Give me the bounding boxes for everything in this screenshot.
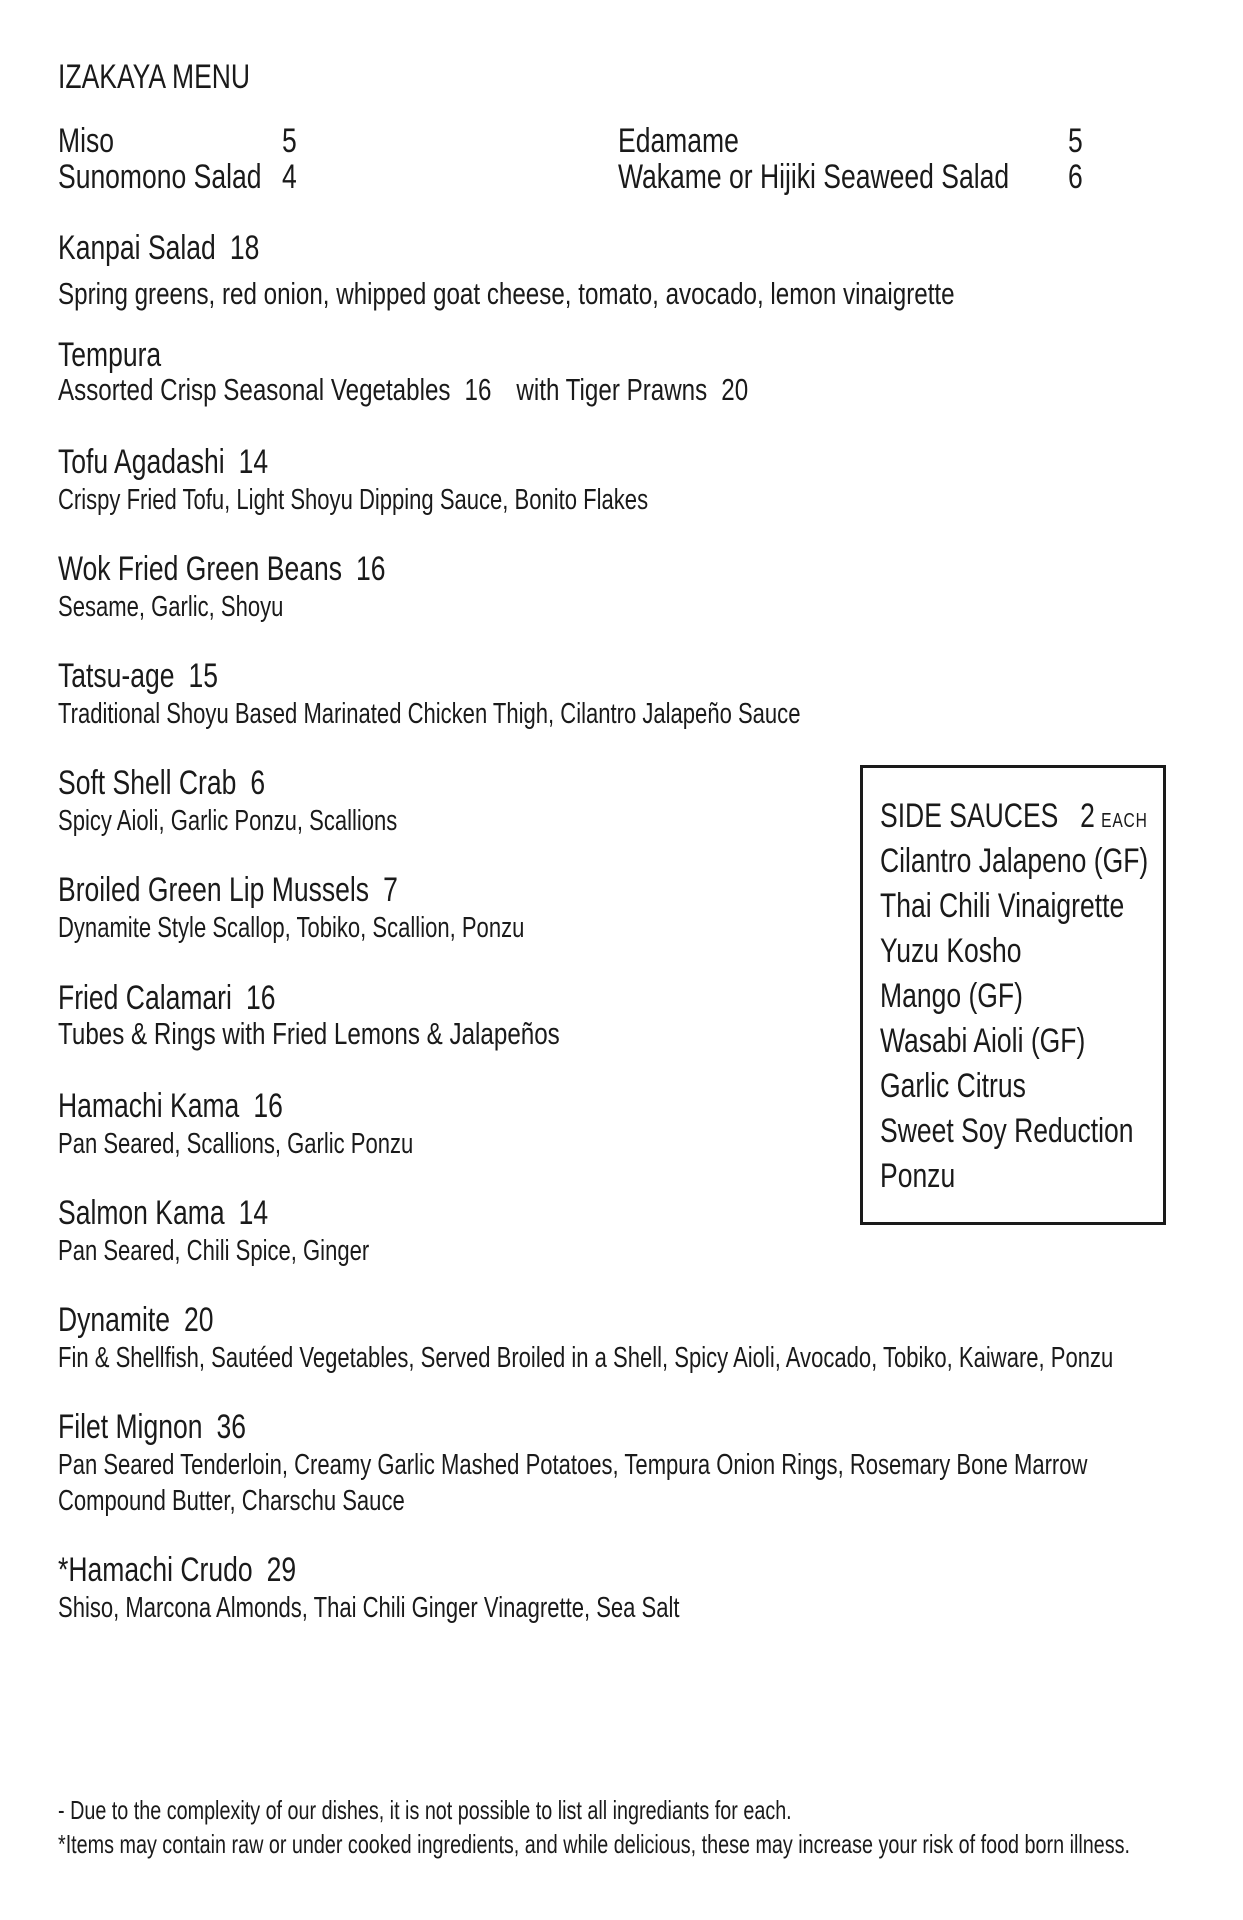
item-price: 36 — [216, 1408, 247, 1446]
side-sauces-title — [880, 797, 1148, 836]
item-filet-heading — [58, 1408, 246, 1447]
sauce-item: Cilantro Jalapeno (GF) — [880, 842, 1149, 880]
item-name: Kanpai Salad — [58, 229, 216, 267]
item-price: 16 — [356, 550, 386, 588]
item-salmonkama-heading — [58, 1194, 268, 1233]
sauce-item: Thai Chili Vinaigrette — [880, 887, 1125, 925]
item-filet-desc-line2: Compound Butter, Charschu Sauce — [58, 1485, 405, 1517]
item-name: Edamame — [618, 122, 739, 160]
footnote-raw-warning: *Items may contain raw or under cooked ingredients, and while delicious, these may increase your risk of food born illness. — [58, 1829, 1130, 1859]
item-name: Salmon Kama — [58, 1194, 225, 1232]
item-greenbeans-heading — [58, 550, 386, 589]
menu-title: IZAKAYA MENU — [58, 58, 251, 96]
item-greenbeans-desc: Sesame, Garlic, Shoyu — [58, 591, 284, 623]
footnote-ingredients: - Due to the complexity of our dishes, it is not possible to list all ingrediants for each. — [58, 1795, 792, 1825]
item-dynamite-heading — [58, 1301, 214, 1340]
item-name: Miso — [58, 122, 115, 160]
item-name: Wok Fried Green Beans — [58, 550, 342, 588]
item-name: Tofu Agadashi — [58, 443, 225, 481]
sauce-item: Ponzu — [880, 1157, 956, 1195]
item-filet-desc: Pan Seared Tenderloin, Creamy Garlic Mashed Potatoes, Tempura Onion Rings, Rosemary Bone Marrow — [58, 1449, 1088, 1481]
item-mussels-desc: Dynamite Style Scallop, Tobiko, Scallion, Ponzu — [58, 912, 525, 944]
item-miso-price: 5 — [282, 122, 297, 160]
item-edamame — [618, 122, 739, 161]
item-name: Tatsu-age — [58, 657, 175, 695]
item-name: Wakame or Hijiki Seaweed Salad — [618, 158, 1010, 196]
item-kanpai-desc: Spring greens, red onion, whipped goat cheese, tomato, avocado, lemon vinaigrette — [58, 276, 955, 311]
sauces-each: EACH — [1101, 810, 1148, 832]
item-calamari-heading — [58, 979, 275, 1018]
item-price: 15 — [188, 657, 219, 695]
item-mussels-heading — [58, 871, 398, 910]
item-name: Broiled Green Lip Mussels — [58, 871, 370, 909]
item-wakame-price: 6 — [1068, 158, 1083, 196]
item-name: Dynamite — [58, 1301, 171, 1339]
item-softshell-desc: Spicy Aioli, Garlic Ponzu, Scallions — [58, 805, 398, 837]
item-miso — [58, 122, 114, 161]
item-name: Filet Mignon — [58, 1408, 203, 1446]
item-tatsuage-desc: Traditional Shoyu Based Marinated Chicken Thigh, Cilantro Jalapeño Sauce — [58, 698, 801, 730]
item-price: 18 — [229, 229, 260, 267]
sauce-item: Mango (GF) — [880, 977, 1023, 1015]
item-sunomono-price: 4 — [282, 158, 297, 196]
item-salmonkama-desc: Pan Seared, Chili Spice, Ginger — [58, 1235, 370, 1267]
item-name: *Hamachi Crudo — [58, 1551, 253, 1589]
item-crudo-heading — [58, 1551, 296, 1590]
item-price: 14 — [238, 1194, 269, 1232]
tempura-veg-price: 16 — [464, 372, 492, 407]
item-price: 29 — [266, 1551, 297, 1589]
item-kanpai-heading — [58, 229, 259, 268]
item-price: 20 — [184, 1301, 214, 1339]
tempura-prawn: with Tiger Prawns — [516, 372, 708, 407]
item-price: 7 — [383, 871, 398, 909]
item-calamari-desc: Tubes & Rings with Fried Lemons & Jalapeños — [58, 1016, 560, 1051]
tempura-prawn-price: 20 — [721, 372, 749, 407]
item-price: 6 — [250, 764, 266, 802]
item-tofu-desc: Crispy Fried Tofu, Light Shoyu Dipping Sauce, Bonito Flakes — [58, 484, 649, 516]
item-name: Fried Calamari — [58, 979, 232, 1017]
item-price: 16 — [245, 979, 276, 1017]
item-name: Hamachi Kama — [58, 1087, 240, 1125]
sauce-item: Garlic Citrus — [880, 1067, 1026, 1105]
sauces-price: 2 — [1080, 797, 1095, 835]
item-wakame — [618, 158, 1009, 197]
sauces-heading: SIDE SAUCES — [880, 797, 1059, 835]
item-softshell-heading — [58, 764, 265, 803]
item-hamachikama-heading — [58, 1087, 283, 1126]
item-tempura-heading: Tempura — [58, 336, 162, 374]
item-tempura-options — [58, 372, 748, 408]
tempura-veg: Assorted Crisp Seasonal Vegetables — [58, 372, 451, 407]
item-tofu-heading — [58, 443, 268, 482]
item-edamame-price: 5 — [1068, 122, 1083, 160]
item-hamachikama-desc: Pan Seared, Scallions, Garlic Ponzu — [58, 1128, 414, 1160]
item-price: 16 — [253, 1087, 283, 1125]
sauce-item: Yuzu Kosho — [880, 932, 1022, 970]
item-sunomono — [58, 158, 261, 197]
item-price: 14 — [238, 443, 269, 481]
sauce-item: Wasabi Aioli (GF) — [880, 1022, 1086, 1060]
item-dynamite-desc: Fin & Shellfish, Sautéed Vegetables, Served Broiled in a Shell, Spicy Aioli, Avocado, Tobiko, Kaiware, Ponzu — [58, 1342, 1114, 1374]
item-name: Soft Shell Crab — [58, 764, 237, 802]
item-crudo-desc: Shiso, Marcona Almonds, Thai Chili Ginger Vinagrette, Sea Salt — [58, 1592, 680, 1624]
item-tatsuage-heading — [58, 657, 218, 696]
item-name: Sunomono Salad — [58, 158, 262, 196]
sauce-item: Sweet Soy Reduction — [880, 1112, 1134, 1150]
